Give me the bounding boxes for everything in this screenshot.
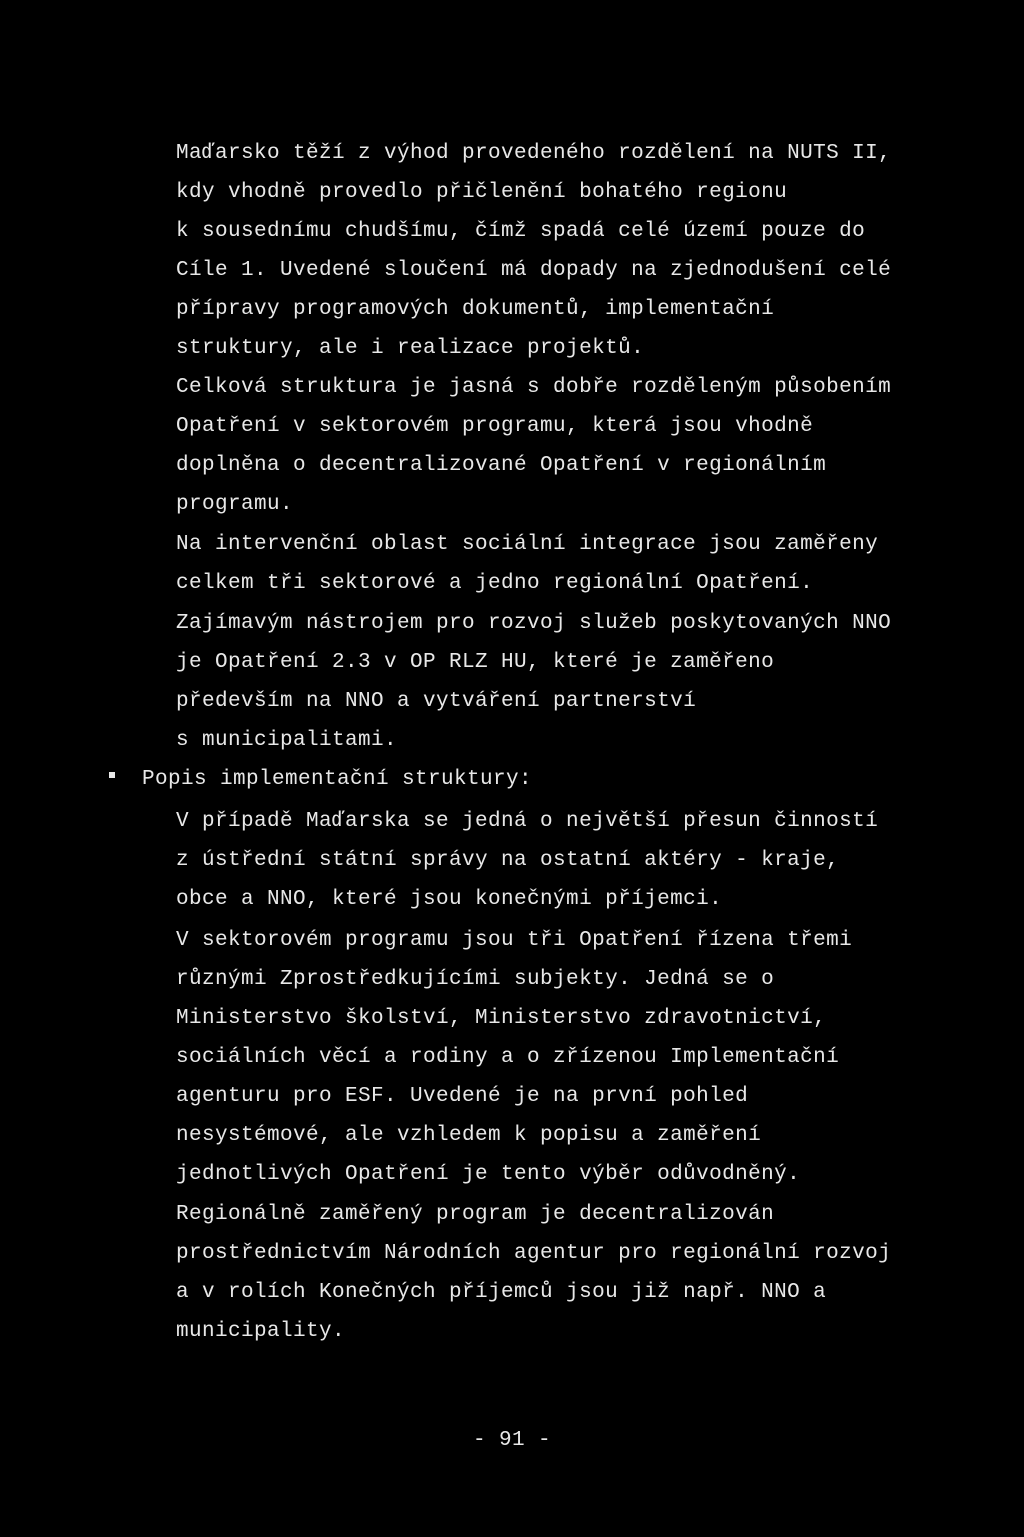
body-text-line: kdy vhodně provedlo přičlenění bohatého regionu [176,181,788,204]
body-text-line: přípravy programových dokumentů, implementační [176,298,775,321]
body-text-line: jednotlivých Opatření je tento výběr odůvodněný. [176,1163,801,1186]
body-text-line: struktury, ale i realizace projektů. [176,337,645,360]
body-text-line: sociálních věcí a rodiny a o zřízenou Implementační [176,1046,840,1069]
body-text-line: prostřednictvím Národních agentur pro regionální rozvoj [176,1242,892,1265]
body-text-line: je Opatření 2.3 v OP RLZ HU, které je zaměřeno [176,651,775,674]
body-text-line: z ústřední státní správy na ostatní aktéry - kraje, [176,849,840,872]
body-text-line: Maďarsko těží z výhod provedeného rozdělení na NUTS II, [176,142,892,165]
body-text-line: municipality. [176,1320,346,1343]
bullet-square-icon [109,772,115,778]
body-text-line: Zajímavým nástrojem pro rozvoj služeb poskytovaných NNO [176,612,892,635]
body-text-line: obce a NNO, které jsou konečnými příjemci. [176,888,723,911]
body-text-line: různými Zprostředkujícími subjekty. Jedná se o [176,968,775,991]
page-number: - 91 - [472,1429,551,1452]
body-text-line: k sousednímu chudšímu, čímž spadá celé území pouze do [176,220,866,243]
body-text-line: Ministerstvo školství, Ministerstvo zdravotnictví, [176,1007,827,1030]
body-text-line: Celková struktura je jasná s dobře rozděleným působením [176,376,892,399]
body-text-line: a v rolích Konečných příjemců jsou již např. NNO a [176,1281,827,1304]
body-text-line: Regionálně zaměřený program je decentralizován [176,1203,775,1226]
body-text-line: nesystémové, ale vzhledem k popisu a zaměření [176,1124,762,1147]
body-text-line: Opatření v sektorovém programu, která jsou vhodně [176,415,814,438]
body-text-line: Na intervenční oblast sociální integrace jsou zaměřeny [176,533,879,556]
body-text-line: celkem tři sektorové a jedno regionální Opatření. [176,572,814,595]
body-text-line: Cíle 1. Uvedené sloučení má dopady na zjednodušení celé [176,259,892,282]
body-text-line: V sektorovém programu jsou tři Opatření řízena třemi [176,929,853,952]
body-text-line: doplněna o decentralizované Opatření v regionálním [176,454,827,477]
body-text-line: V případě Maďarska se jedná o největší přesun činností [176,810,879,833]
body-text-line: především na NNO a vytváření partnerství [176,690,697,713]
body-text-line: agenturu pro ESF. Uvedené je na první pohled [176,1085,749,1108]
body-text-line: s municipalitami. [176,729,398,752]
bullet-heading: Popis implementační struktury: [142,768,533,791]
body-text-line: programu. [176,493,294,516]
